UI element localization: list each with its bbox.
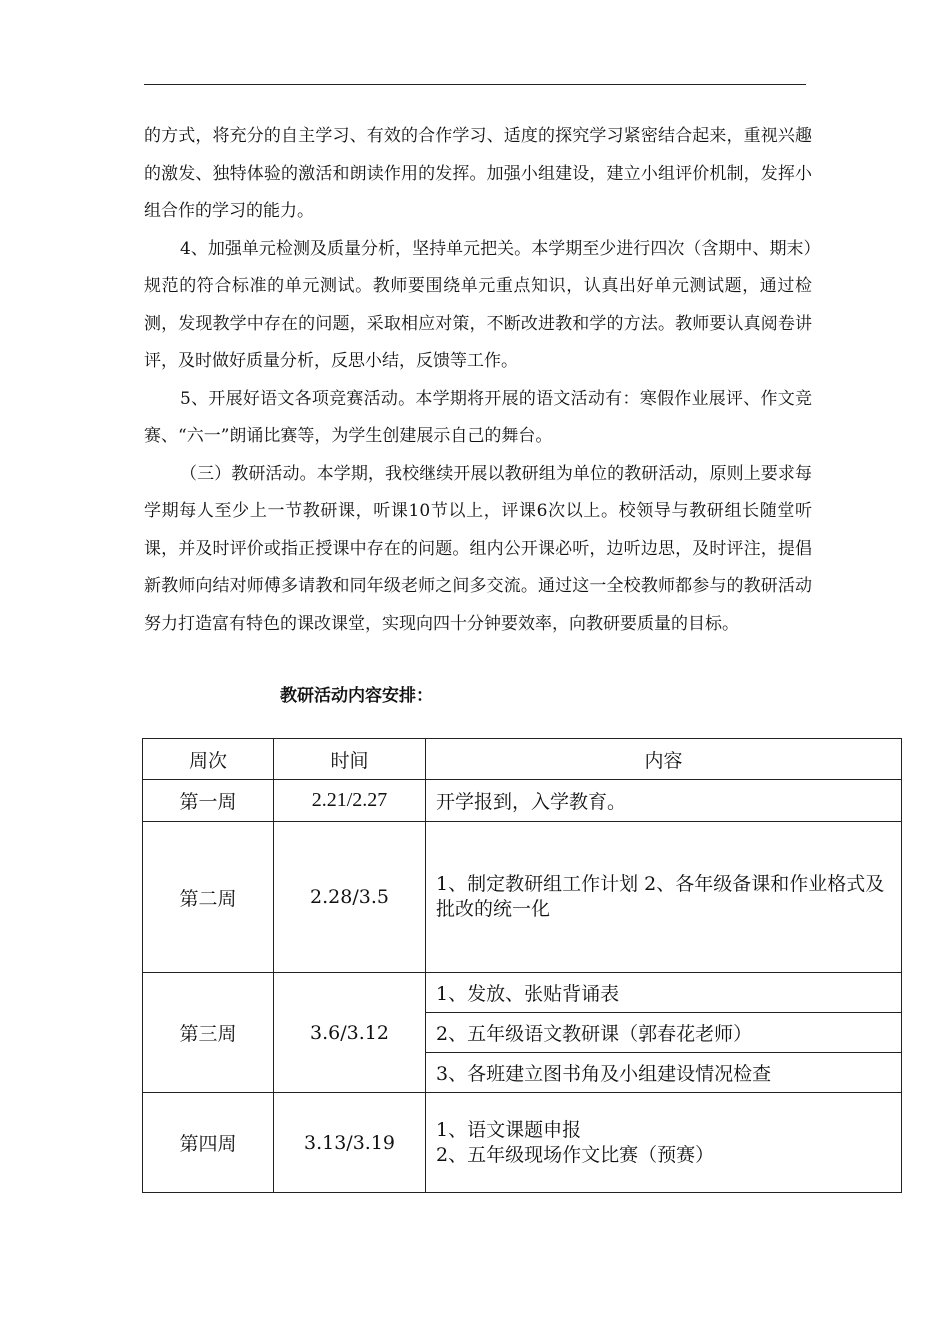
- content-cell: [426, 1093, 902, 1193]
- paragraph-4: （三）教研活动。本学期，我校继续开展以教研组为单位的教研活动，原则上要求每学期每人至少上一节教研课，听课10节以上，评课6次以上。校领导与教研组长随堂听课，并及时评价或指正授课中存在的问题。组内公开课必听，边听边思，及时评注，提倡新教师向结对师傅多请教和同年级老师之间多交流。通过这一全校教师都参与的教研活动努力打造富有特色的课改课堂，实现向四十分钟要效率，向教研要质量的目标。: [144, 463, 812, 634]
- paragraph-1: 的方式，将充分的自主学习、有效的合作学习、适度的探究学习紧密结合起来，重视兴趣的激发、独特体验的激活和朗读作用的发挥。加强小组建设，建立小组评价机制，发挥小组合作的学习的能力。: [144, 126, 812, 221]
- header-content: 内容: [426, 739, 902, 780]
- time-cell: 2.28/3.5: [274, 822, 426, 973]
- week-cell: 第四周: [143, 1093, 274, 1193]
- table-header-row: [143, 739, 902, 780]
- content-line: 2、五年级现场作文比赛（预赛）: [436, 1143, 715, 1166]
- paragraph-2: 4、加强单元检测及质量分析，坚持单元把关。本学期至少进行四次（含期中、期末）规范的符合标准的单元测试。教师要围绕单元重点知识，认真出好单元测试题，通过检测，发现教学中存在的问题，采取相应对策，不断改进教和学的方法。教师要认真阅卷讲评，及时做好质量分析，反思小结，反馈等工作。: [144, 238, 812, 371]
- header-time: 时间: [274, 739, 426, 780]
- time-cell: 2.21/2.27: [274, 780, 426, 822]
- table-row: [143, 780, 902, 822]
- content-cell: 2、五年级语文教研课（郭春花老师）: [426, 1013, 902, 1053]
- schedule-table: [142, 738, 902, 1193]
- table-row: [143, 1093, 902, 1193]
- table-caption: 教研活动内容安排：: [280, 686, 433, 706]
- content-cell: 1、制定教研组工作计划 2、各年级备课和作业格式及批改的统一化: [426, 822, 902, 973]
- content-line: 1、语文课题申报: [436, 1118, 582, 1141]
- header-week: 周次: [143, 739, 274, 780]
- body-text: [144, 118, 812, 643]
- content-cell: 1、发放、张贴背诵表: [426, 973, 902, 1013]
- week-cell: 第一周: [143, 780, 274, 822]
- header-rule: [144, 84, 806, 85]
- paragraph-3: 5、开展好语文各项竞赛活动。本学期将开展的语文活动有：寒假作业展评、作文竞赛、“六一”朗诵比赛等，为学生创建展示自己的舞台。: [144, 388, 812, 446]
- content-cell: 3、各班建立图书角及小组建设情况检查: [426, 1053, 902, 1093]
- table-row: [143, 822, 902, 973]
- table-row: [143, 973, 902, 1013]
- content-cell: 开学报到，入学教育。: [426, 780, 902, 822]
- week-cell: 第三周: [143, 973, 274, 1093]
- week-cell: 第二周: [143, 822, 274, 973]
- time-cell: 3.6/3.12: [274, 973, 426, 1093]
- time-cell: 3.13/3.19: [274, 1093, 426, 1193]
